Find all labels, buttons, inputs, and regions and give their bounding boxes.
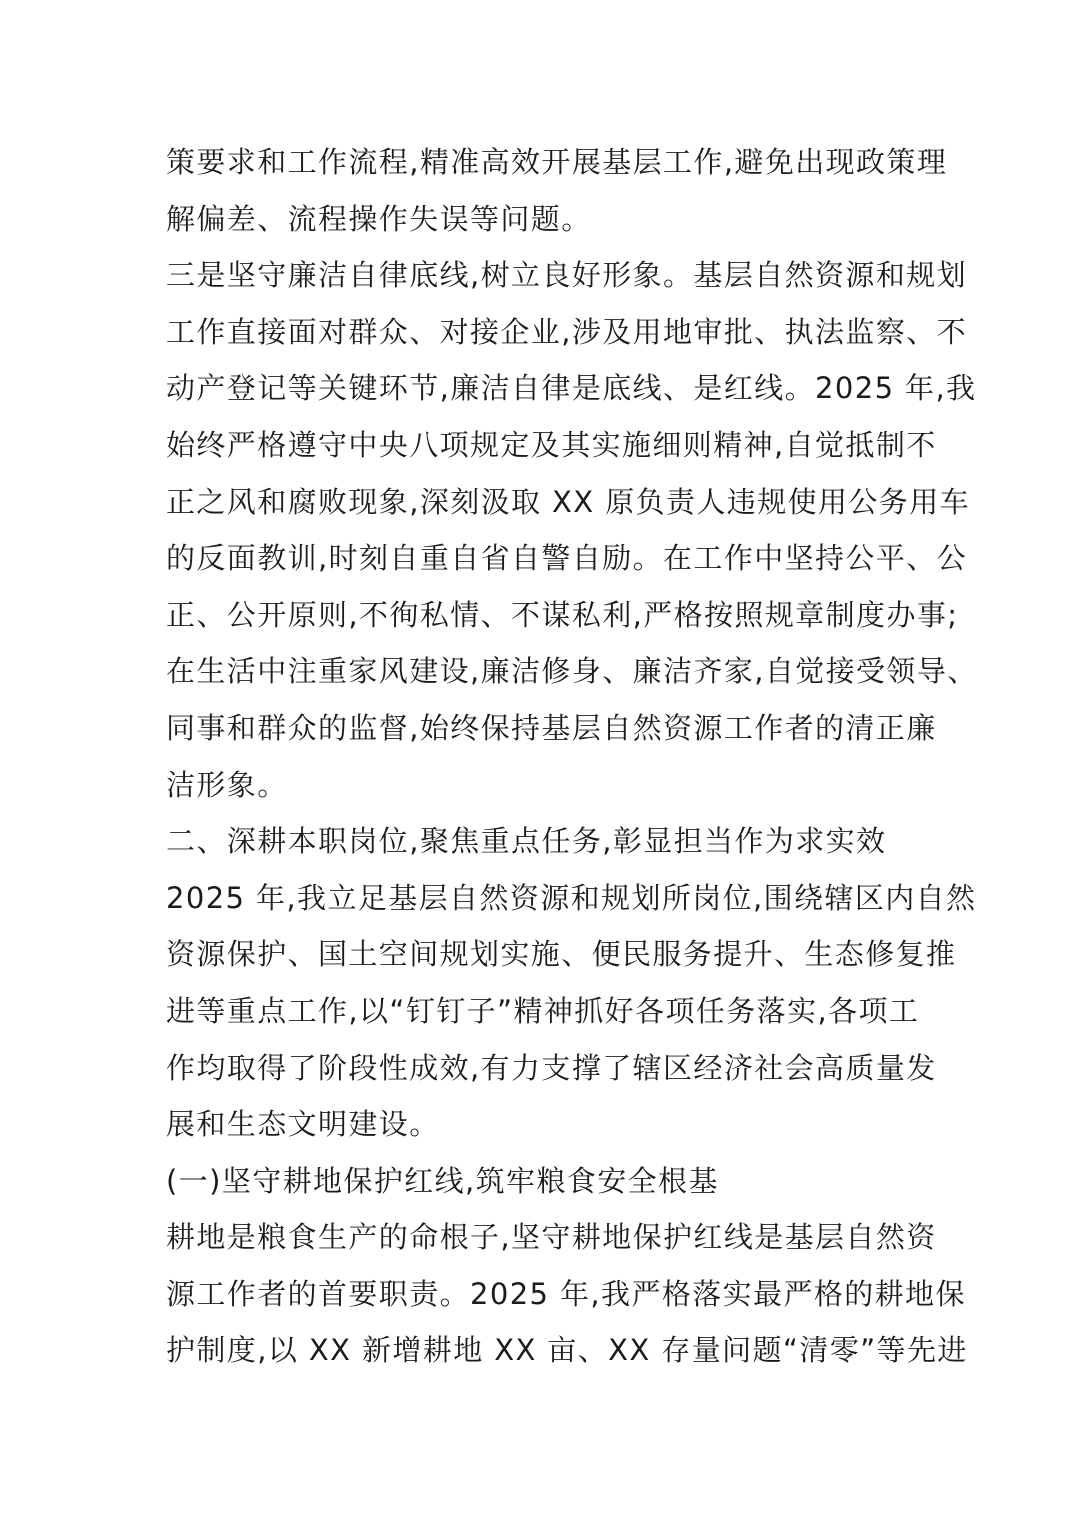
subsection-heading: (一)坚守耕地保护红线,筑牢粮食安全根基 xyxy=(166,1163,719,1198)
text-line: 的反面教训,时刻自重自省自警自励。在工作中坚持公平、公 xyxy=(166,541,968,576)
text-line: 始终严格遵守中央八项规定及其实施细则精神,自觉抵制不 xyxy=(166,427,937,462)
text-line: 在生活中注重家风建设,廉洁修身、廉洁齐家,自觉接受领导、 xyxy=(166,654,978,689)
text-line: 动产登记等关键环节,廉洁自律是底线、是红线。2025 年,我 xyxy=(166,371,977,406)
text-line: 源工作者的首要职责。2025 年,我严格落实最严格的耕地保 xyxy=(166,1276,966,1311)
text-line: 策要求和工作流程,精准高效开展基层工作,避免出现政策理 xyxy=(166,145,948,179)
text-line: 解偏差、流程操作失误等问题。 xyxy=(166,201,592,236)
text-line: 工作直接面对群众、对接企业,涉及用地审批、执法监察、不 xyxy=(166,314,968,349)
text-line: 正之风和腐败现象,深刻汲取 XX 原负责人违规使用公务用车 xyxy=(166,484,970,519)
body-text xyxy=(166,134,978,1379)
text-line: 正、公开原则,不徇私情、不谋私利,严格按照规章制度办事; xyxy=(166,597,959,632)
text-line: 护制度,以 XX 新增耕地 XX 亩、XX 存量问题“清零”等先进 xyxy=(166,1333,968,1368)
text-line: 进等重点工作,以“钉钉子”精神抓好各项任务落实,各项工 xyxy=(166,993,920,1028)
text-line: 三是坚守廉洁自律底线,树立良好形象。基层自然资源和规划 xyxy=(166,258,968,293)
section-heading: 二、深耕本职岗位,聚焦重点任务,彰显担当作为求实效 xyxy=(166,824,887,859)
text-line: 洁形象。 xyxy=(166,767,288,802)
text-line: 资源保护、国土空间规划实施、便民服务提升、生态修复推 xyxy=(166,937,957,972)
text-line: 耕地是粮食生产的命根子,坚守耕地保护红线是基层自然资 xyxy=(166,1220,937,1255)
text-line: 作均取得了阶段性成效,有力支撑了辖区经济社会高质量发 xyxy=(166,1050,937,1085)
text-line: 同事和群众的监督,始终保持基层自然资源工作者的清正廉 xyxy=(166,710,937,745)
text-line: 展和生态文明建设。 xyxy=(166,1107,440,1142)
text-line: 2025 年,我立足基层自然资源和规划所岗位,围绕辖区内自然 xyxy=(166,880,977,915)
